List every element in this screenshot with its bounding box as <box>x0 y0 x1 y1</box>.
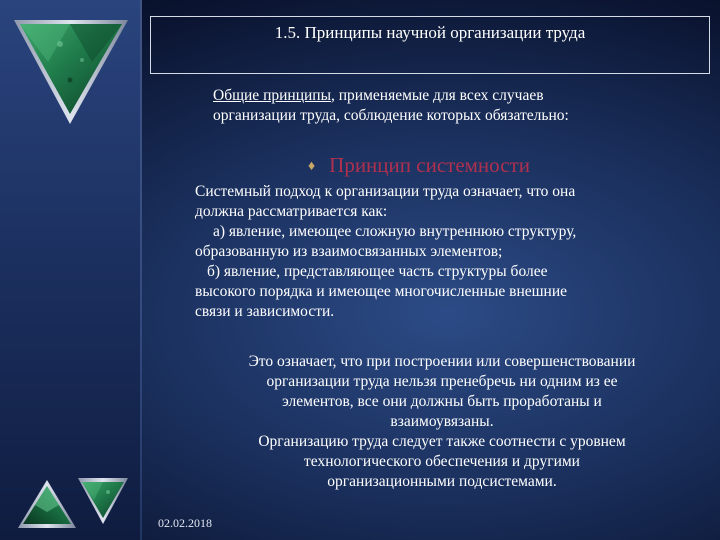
principle-label: Принцип системности <box>329 153 530 177</box>
left-sidebar-panel <box>0 0 140 540</box>
slide-title: 1.5. Принципы научной организации труда <box>274 23 586 42</box>
item-b-line3: связи и зависимости. <box>195 303 335 320</box>
body-text <box>195 182 705 322</box>
conclusion-line-6: технологического обеспечения и другими <box>304 453 580 470</box>
item-a-line1: а) явление, имеющее сложную внутреннюю структуру, <box>213 223 577 240</box>
conclusion-line-2: организации труда нельзя пренебречь ни одним из ее <box>266 373 618 390</box>
item-b-line2: высокого порядка и имеющее многочисленные внешние <box>195 283 568 300</box>
conclusion-line-4: взаимоувязаны. <box>390 413 494 430</box>
conclusion-line-1: Это означает, что при построении или совершенствовании <box>248 353 636 370</box>
title-box <box>150 16 710 74</box>
item-b-line1: б) явление, представляющее часть структуры более <box>207 263 548 280</box>
sidebar-edge-line <box>140 0 142 540</box>
conclusion-text <box>172 352 712 492</box>
intro-text <box>213 86 713 126</box>
intro-line1-rest: , применяемые для всех случаев <box>331 87 544 104</box>
body-p1-line1: Системный подход к организации труда означает, что она <box>195 183 576 200</box>
intro-line2: организации труда, соблюдение которых обязательно: <box>213 107 569 124</box>
diamond-bullet-icon: ♦ <box>308 159 316 174</box>
body-p1-line2: должна рассматривается как: <box>195 203 388 220</box>
intro-underlined-term: Общие принципы <box>213 87 331 104</box>
conclusion-line-5: Организацию труда следует также соотнести с уровнем <box>258 433 626 450</box>
item-a-line2: образованную из взаимосвязанных элементов; <box>195 243 503 260</box>
conclusion-line-3: элементов, все они должны быть проработаны и <box>282 393 602 410</box>
principle-heading <box>308 153 530 178</box>
conclusion-line-7: организационными подсистемами. <box>327 473 557 490</box>
slide-date: 02.02.2018 <box>158 516 212 530</box>
